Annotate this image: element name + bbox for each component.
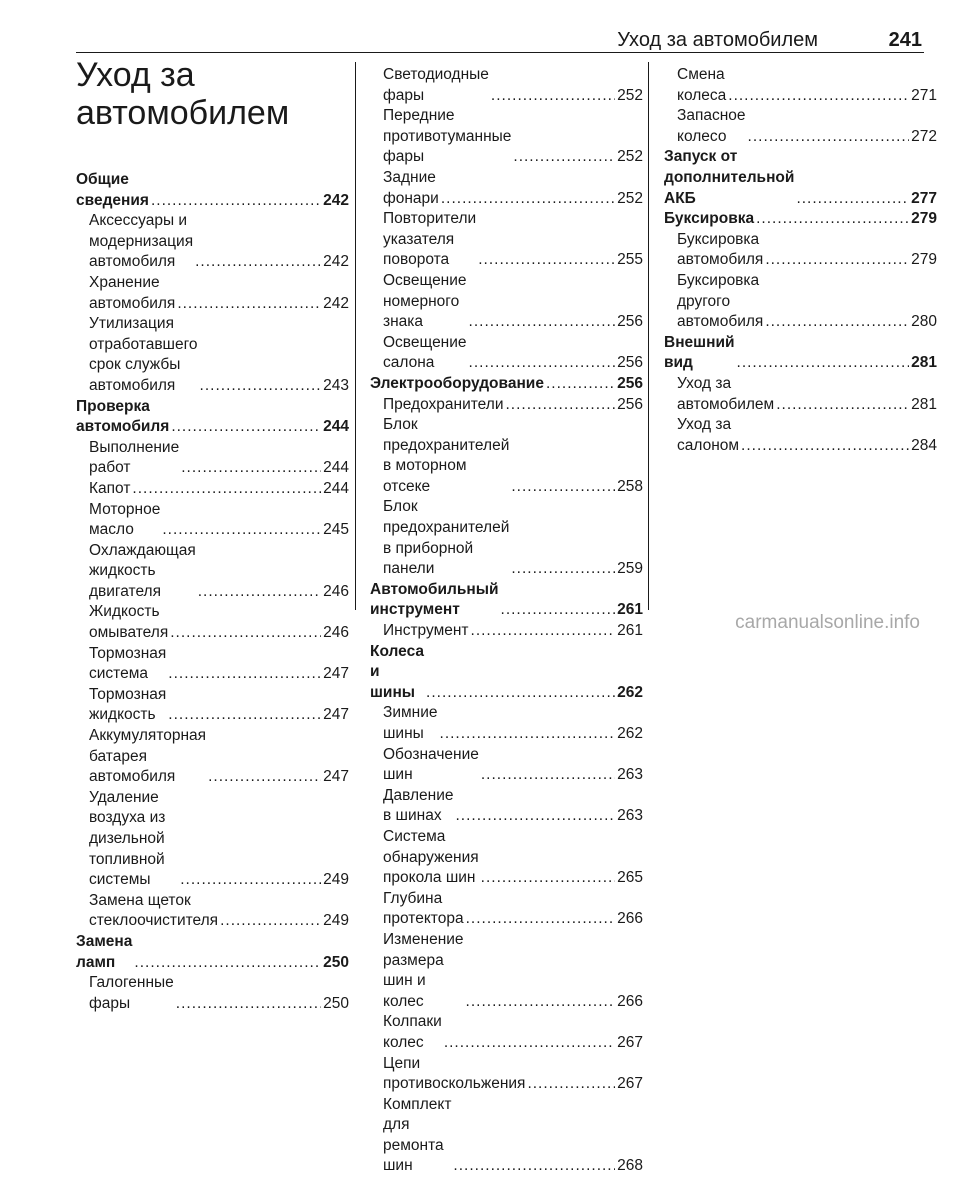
toc-entry-link[interactable] xyxy=(76,973,349,1014)
toc-entry-page: 243 xyxy=(323,376,349,394)
toc-entry-title: Освещение салона xyxy=(383,333,467,372)
toc-entry-link[interactable] xyxy=(664,230,937,271)
dot-leader xyxy=(469,353,616,374)
toc-entry-title: Автомобильный инструмент xyxy=(370,580,499,619)
page-number: 241 xyxy=(888,29,922,51)
toc-entry-link[interactable] xyxy=(664,65,937,106)
toc-entry-title: Глубина протектора xyxy=(383,889,464,928)
toc-entry-link[interactable] xyxy=(370,497,643,579)
toc-entry-title: Буксировка xyxy=(664,210,755,228)
toc-section-link[interactable] xyxy=(370,580,643,621)
toc-section-link[interactable] xyxy=(664,209,937,230)
dot-leader xyxy=(511,477,615,498)
toc-entry-page: 261 xyxy=(617,622,643,640)
toc-entry-title: Галогенные фары xyxy=(89,974,174,1012)
dot-leader xyxy=(162,520,321,541)
dot-leader xyxy=(796,189,909,210)
dot-leader xyxy=(176,994,321,1015)
toc-entry-page: 259 xyxy=(617,560,643,578)
dot-leader xyxy=(776,395,909,416)
dot-leader xyxy=(441,189,615,210)
toc-entry-title: Электрооборудование xyxy=(370,374,544,392)
toc-entry-page: 244 xyxy=(323,479,349,497)
toc-entry-title: Буксировка автомобиля xyxy=(677,230,764,269)
toc-entry-page: 261 xyxy=(617,601,643,619)
dot-leader xyxy=(456,806,616,827)
toc-entry-title: Капот xyxy=(89,479,131,497)
toc-entry-link[interactable] xyxy=(76,685,349,726)
toc-entry-page: 242 xyxy=(323,191,349,209)
dot-leader xyxy=(168,664,321,685)
toc-entry-page: 262 xyxy=(617,725,643,742)
toc-section-link[interactable] xyxy=(76,170,349,211)
dot-leader xyxy=(513,147,615,168)
dot-leader xyxy=(748,127,910,148)
dot-leader xyxy=(453,1156,615,1177)
dot-leader xyxy=(440,724,616,745)
dot-leader xyxy=(180,870,321,891)
toc-column-3 xyxy=(664,65,937,456)
toc-entry-title: Уход за автомобилем xyxy=(677,374,775,413)
toc-entry-page: 250 xyxy=(323,953,349,971)
dot-leader xyxy=(444,1033,615,1054)
toc-entry-page: 284 xyxy=(911,436,937,454)
toc-entry-title: Цепи противоскольжения xyxy=(383,1054,526,1093)
toc-entry-link[interactable] xyxy=(76,438,349,479)
toc-entry-page: 277 xyxy=(911,189,937,207)
toc-entry-title: Внешний вид xyxy=(664,333,735,372)
toc-entry-title: Блок предохранителей в приборной панели xyxy=(383,498,510,578)
toc-entry-title: Тормозная жидкость xyxy=(89,685,167,724)
toc-entry-page: 272 xyxy=(911,127,937,145)
toc-entry-page: 247 xyxy=(323,768,349,786)
toc-entry-link[interactable] xyxy=(370,168,643,209)
toc-entry-link[interactable] xyxy=(370,415,643,497)
toc-entry-link[interactable] xyxy=(370,1054,643,1095)
dot-leader xyxy=(134,953,321,974)
chapter-title: Уход за автомобилем xyxy=(76,56,290,132)
toc-entry-title: Тормозная система xyxy=(89,644,167,683)
toc-entry-title: Блок предохранителей в моторном отсеке xyxy=(383,416,510,495)
toc-entry-page: 249 xyxy=(323,912,349,930)
dot-leader xyxy=(151,191,321,212)
dot-leader xyxy=(511,559,615,580)
toc-entry-page: 244 xyxy=(323,459,349,477)
toc-entry-page: 271 xyxy=(911,86,937,104)
toc-entry-title: Комплект для ремонта шин xyxy=(383,1095,452,1175)
toc-entry-link[interactable] xyxy=(76,602,349,643)
toc-entry-link[interactable] xyxy=(76,788,349,891)
dot-leader xyxy=(527,1074,615,1095)
toc-entry-title: Светодиодные фары xyxy=(383,66,489,104)
toc-section-link[interactable] xyxy=(370,374,643,395)
toc-entry-link[interactable] xyxy=(76,314,349,396)
toc-entry-link[interactable] xyxy=(370,889,643,930)
dot-leader xyxy=(737,353,910,374)
toc-entry-link[interactable] xyxy=(76,479,349,500)
toc-entry-page: 263 xyxy=(617,807,643,825)
dot-leader xyxy=(481,765,615,786)
toc-entry-page: 268 xyxy=(617,1157,643,1175)
toc-entry-link[interactable] xyxy=(370,786,643,827)
toc-entry-link[interactable] xyxy=(370,703,643,744)
toc-entry-page: 266 xyxy=(617,992,643,1010)
toc-entry-page: 280 xyxy=(911,313,937,331)
toc-entry-link[interactable] xyxy=(76,726,349,788)
toc-entry-title: Замена щеток стеклоочистителя xyxy=(89,891,219,930)
toc-entry-page: 256 xyxy=(617,374,643,392)
toc-entry-page: 281 xyxy=(911,354,937,372)
toc-entry-page: 267 xyxy=(617,1075,643,1093)
toc-entry-title: Жидкость омывателя xyxy=(89,603,169,642)
toc-entry-title: Утилизация отработавшего срок службы автомобиля xyxy=(89,315,198,394)
toc-entry-link[interactable] xyxy=(664,415,937,456)
toc-entry-link[interactable] xyxy=(664,106,937,147)
toc-entry-link[interactable] xyxy=(370,745,643,786)
dot-leader xyxy=(171,417,321,438)
toc-entry-page: 246 xyxy=(323,582,349,600)
toc-entry-title: Уход за салоном xyxy=(677,416,740,454)
dot-leader xyxy=(132,479,321,500)
toc-entry-page: 249 xyxy=(323,871,349,889)
toc-entry-page: 252 xyxy=(617,86,643,104)
dot-leader xyxy=(208,767,321,788)
toc-entry-title: Замена ламп xyxy=(76,932,133,971)
toc-column-1 xyxy=(76,170,349,1014)
toc-entry-link[interactable] xyxy=(76,891,349,932)
toc-entry-title: Задние фонари xyxy=(383,168,439,207)
toc-entry-link[interactable] xyxy=(370,827,643,889)
dot-leader xyxy=(765,312,909,333)
toc-entry-page: 247 xyxy=(323,665,349,683)
toc-column-2 xyxy=(370,65,643,1177)
toc-entry-title: Общие сведения xyxy=(76,171,149,209)
dot-leader xyxy=(501,600,616,621)
dot-leader xyxy=(200,376,322,397)
toc-entry-link[interactable] xyxy=(76,541,349,603)
toc-section-link[interactable] xyxy=(76,932,349,973)
toc-entry-title: Обозначение шин xyxy=(383,745,479,784)
dot-leader xyxy=(471,621,616,642)
toc-entry-link[interactable] xyxy=(370,930,643,1012)
toc-entry-title: Моторное масло xyxy=(89,500,161,539)
toc-entry-title: Выполнение работ xyxy=(89,438,180,477)
dot-leader xyxy=(765,250,909,271)
toc-entry-page: 262 xyxy=(617,683,643,701)
toc-entry-title: Передние противотуманные фары xyxy=(383,107,512,166)
toc-section-link[interactable] xyxy=(76,397,349,438)
dot-leader xyxy=(466,992,616,1013)
dot-leader xyxy=(198,582,321,603)
watermark: carmanualsonline.info xyxy=(735,612,920,633)
toc-entry-page: 246 xyxy=(323,624,349,642)
toc-entry-title: Аккумуляторная батарея автомобиля xyxy=(89,727,207,786)
toc-entry-link[interactable] xyxy=(76,273,349,314)
toc-section-link[interactable] xyxy=(664,333,937,374)
toc-entry-link[interactable] xyxy=(370,209,643,271)
dot-leader xyxy=(466,909,616,930)
toc-entry-link[interactable] xyxy=(370,106,643,168)
toc-entry-title: Повторители указателя поворота xyxy=(383,210,477,269)
dot-leader xyxy=(478,250,615,271)
dot-leader xyxy=(728,86,909,107)
toc-entry-link[interactable] xyxy=(76,211,349,273)
toc-entry-page: 256 xyxy=(617,395,643,413)
toc-entry-title: Запасное колесо xyxy=(677,107,746,145)
dot-leader xyxy=(491,86,615,107)
toc-entry-title: Инструмент xyxy=(383,622,469,640)
toc-entry-link[interactable] xyxy=(370,271,643,333)
toc-entry-page: 242 xyxy=(323,294,349,312)
toc-entry-link[interactable] xyxy=(76,644,349,685)
toc-entry-page: 252 xyxy=(617,189,643,207)
toc-entry-page: 279 xyxy=(911,251,937,269)
toc-entry-title: Охлаждающая жидкость двигателя xyxy=(89,541,196,600)
toc-entry-page: 242 xyxy=(323,253,349,271)
toc-entry-page: 258 xyxy=(617,477,643,495)
toc-entry-link[interactable] xyxy=(664,374,937,415)
column-divider xyxy=(648,62,649,610)
toc-entry-page: 266 xyxy=(617,910,643,928)
toc-entry-title: Хранение автомобиля xyxy=(89,273,176,312)
dot-leader xyxy=(220,911,321,932)
toc-entry-title: Изменение размера шин и колес xyxy=(383,930,464,1010)
dot-leader xyxy=(505,395,615,416)
toc-entry-title: Смена колеса xyxy=(677,66,727,104)
toc-entry-title: Система обнаружения прокола шин xyxy=(383,827,479,887)
toc-entry-title: Колпаки колес xyxy=(383,1013,442,1051)
toc-entry-link[interactable] xyxy=(370,65,643,106)
toc-entry-page: 244 xyxy=(323,418,349,436)
column-divider xyxy=(355,62,356,610)
toc-entry-link[interactable] xyxy=(370,333,643,374)
toc-entry-page: 250 xyxy=(323,994,349,1012)
toc-entry-page: 256 xyxy=(617,313,643,331)
toc-entry-link[interactable] xyxy=(664,271,937,333)
toc-entry-title: Зимние шины xyxy=(383,704,438,742)
toc-entry-title: Проверка автомобиля xyxy=(76,397,170,436)
dot-leader xyxy=(170,623,321,644)
toc-entry-page: 255 xyxy=(617,251,643,269)
dot-leader xyxy=(469,312,616,333)
toc-entry-page: 279 xyxy=(911,210,937,228)
toc-entry-title: Предохранители xyxy=(383,395,504,413)
toc-entry-link[interactable] xyxy=(370,395,643,416)
header-title: Уход за автомобилем xyxy=(617,29,818,51)
toc-entry-title: Запуск от дополнительной АКБ xyxy=(664,148,795,207)
toc-entry-page: 245 xyxy=(323,521,349,539)
dot-leader xyxy=(481,868,615,889)
toc-section-link[interactable] xyxy=(370,642,643,704)
page-header xyxy=(76,28,924,53)
toc-entry-title: Аксессуары и модернизация автомобиля xyxy=(89,212,194,271)
dot-leader xyxy=(177,294,321,315)
toc-section-link[interactable] xyxy=(664,147,937,209)
dot-leader xyxy=(426,683,615,704)
toc-entry-page: 267 xyxy=(617,1033,643,1051)
dot-leader xyxy=(741,436,909,457)
toc-entry-page: 247 xyxy=(323,706,349,724)
toc-entry-link[interactable] xyxy=(370,1095,643,1177)
dot-leader xyxy=(195,252,321,273)
dot-leader xyxy=(546,374,615,395)
toc-entry-page: 281 xyxy=(911,395,937,413)
toc-entry-title: Удаление воздуха из дизельной топливной системы xyxy=(89,788,166,889)
toc-entry-page: 256 xyxy=(617,354,643,372)
toc-entry-page: 263 xyxy=(617,766,643,784)
toc-entry-title: Колеса и шины xyxy=(370,642,425,701)
dot-leader xyxy=(168,705,321,726)
toc-entry-title: Освещение номерного знака xyxy=(383,271,467,331)
toc-entry-title: Давление в шинах xyxy=(383,786,454,825)
toc-entry-page: 265 xyxy=(617,869,643,887)
dot-leader xyxy=(181,458,321,479)
toc-entry-page: 252 xyxy=(617,148,643,166)
toc-entry-link[interactable] xyxy=(76,500,349,541)
toc-entry-title: Буксировка другого автомобиля xyxy=(677,271,764,331)
toc-entry-link[interactable] xyxy=(370,621,643,642)
toc-entry-link[interactable] xyxy=(370,1012,643,1053)
dot-leader xyxy=(756,209,909,230)
